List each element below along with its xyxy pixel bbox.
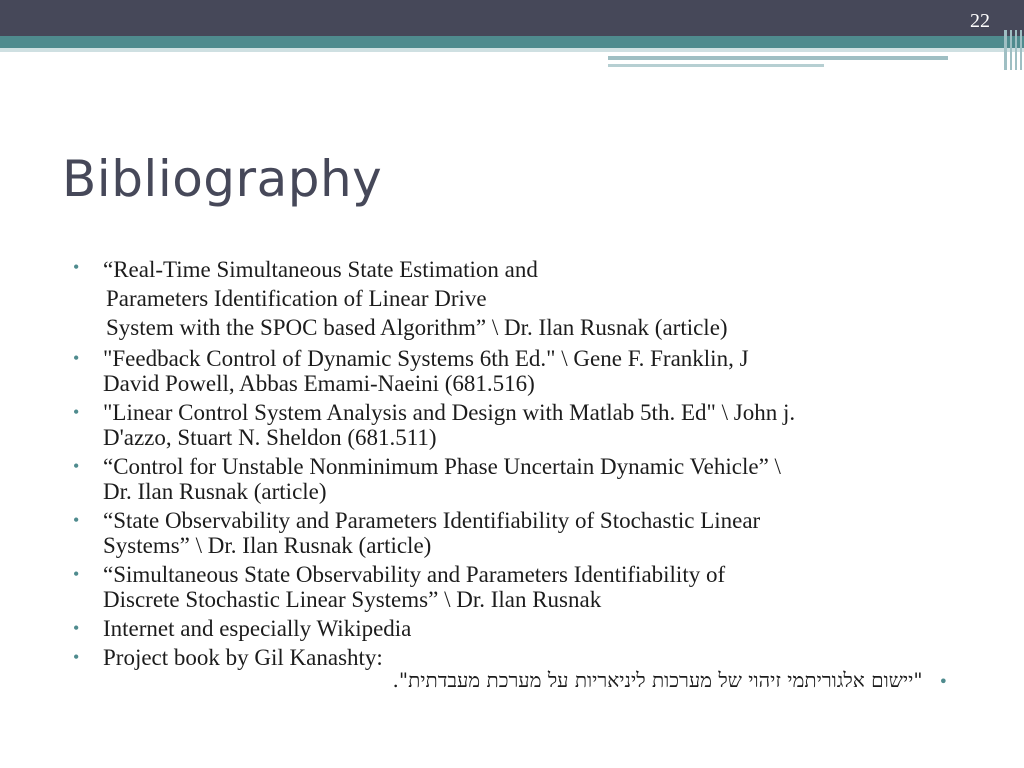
- entry-line: Project book by Gil Kanashty:: [103, 645, 383, 670]
- header-teal-band: [0, 36, 1024, 48]
- list-item: [70, 400, 970, 450]
- list-item: [70, 454, 970, 504]
- entry-line: "Feedback Control of Dynamic Systems 6th Ed." \ Gene F. Franklin, J: [103, 346, 749, 371]
- header-dark-band: [0, 0, 1024, 36]
- header-decor-bar: [1020, 30, 1022, 70]
- list-item: [70, 645, 970, 670]
- entry-line: Parameters Identification of Linear Drive: [106, 286, 487, 311]
- entry-line: System with the SPOC based Algorithm” \ Dr. Ilan Rusnak (article): [106, 315, 728, 340]
- list-item: [70, 346, 970, 396]
- header-light-band: [0, 48, 1024, 52]
- bibliography-list: [70, 255, 970, 674]
- entry-line: “Real-Time Simultaneous State Estimation and: [103, 257, 538, 282]
- list-item: [70, 255, 970, 342]
- entry-line: David Powell, Abbas Emami-Naeini (681.516): [103, 371, 535, 396]
- list-item: [70, 562, 970, 612]
- entry-line: Internet and especially Wikipedia: [103, 616, 412, 641]
- entry-line: Dr. Ilan Rusnak (article): [103, 479, 327, 504]
- hebrew-list-item: [393, 668, 948, 693]
- header-decor-bar: [1004, 30, 1007, 70]
- header-decor-line: [608, 64, 824, 67]
- bullet-icon: •: [73, 618, 80, 638]
- bullet-icon: •: [938, 672, 948, 691]
- bullet-icon: •: [73, 348, 80, 368]
- entry-line: "Linear Control System Analysis and Design with Matlab 5th. Ed" \ John j.: [103, 400, 796, 425]
- list-item: [70, 616, 970, 641]
- slide-number: 22: [970, 10, 990, 32]
- entry-line: D'azzo, Stuart N. Sheldon (681.511): [103, 425, 437, 450]
- bullet-icon: •: [73, 402, 80, 422]
- header-decor-bar: [1015, 30, 1017, 70]
- bullet-icon: •: [73, 647, 80, 667]
- entry-line: “Simultaneous State Observability and Parameters Identifiability of: [103, 562, 726, 587]
- bullet-icon: •: [73, 564, 80, 584]
- page-title: Bibliography: [62, 150, 383, 208]
- list-item: [70, 508, 970, 558]
- entry-line: “State Observability and Parameters Identifiability of Stochastic Linear: [103, 508, 761, 533]
- hebrew-entry-text: "יישום אלגוריתמי זיהוי של מערכות ליניאריות על מערכת מעבדתית".: [392, 668, 923, 692]
- entry-line: “Control for Unstable Nonminimum Phase Uncertain Dynamic Vehicle” \: [103, 454, 781, 479]
- entry-line: Systems” \ Dr. Ilan Rusnak (article): [103, 533, 432, 558]
- bullet-icon: •: [73, 257, 80, 277]
- entry-line: Discrete Stochastic Linear Systems” \ Dr. Ilan Rusnak: [103, 587, 602, 612]
- header-decor-bar: [1010, 30, 1012, 70]
- bullet-icon: •: [73, 510, 80, 530]
- header-decor-line: [608, 56, 948, 60]
- bullet-icon: •: [73, 456, 80, 476]
